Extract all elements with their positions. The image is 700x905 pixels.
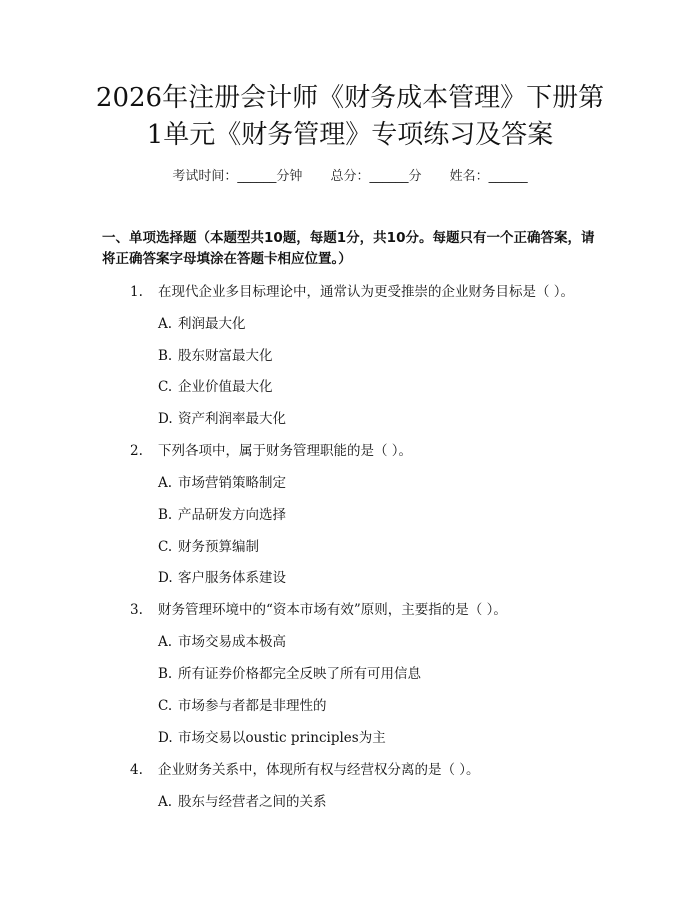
option-text: 所有证券价格都完全反映了所有可用信息 (178, 666, 421, 682)
option-letter: D. (158, 411, 173, 427)
question-3 (130, 601, 507, 619)
option-letter: C. (158, 379, 173, 395)
question-1-option-b (158, 347, 273, 365)
option-letter: D. (158, 730, 173, 746)
name-field: 姓名：______ (449, 169, 528, 184)
title-line-1: 2026年注册会计师《财务成本管理》下册第 (95, 83, 605, 113)
question-text: 在现代企业多目标理论中，通常认为更受推崇的企业财务目标是（ ）。 (158, 284, 575, 300)
option-letter: B. (158, 666, 173, 682)
question-1 (130, 283, 574, 301)
option-text: 股东与经营者之间的关系 (178, 794, 327, 810)
question-3-option-b (158, 665, 421, 683)
option-text: 股东财富最大化 (178, 348, 273, 364)
option-text: 资产利润率最大化 (178, 411, 286, 427)
question-1-option-a (158, 315, 246, 333)
option-text: 市场营销策略制定 (178, 475, 286, 491)
option-text: 市场交易成本极高 (178, 634, 286, 650)
question-2-option-a (158, 474, 286, 492)
question-number: 2. (130, 443, 143, 459)
question-1-option-c (158, 378, 273, 396)
question-2-option-b (158, 506, 286, 524)
option-text: 财务预算编制 (178, 539, 259, 555)
option-letter: B. (158, 348, 173, 364)
question-3-option-a (158, 633, 286, 651)
option-text: 利润最大化 (178, 316, 246, 332)
option-letter: A. (158, 316, 173, 332)
option-text: 企业价值最大化 (178, 379, 273, 395)
exam-time-field: 考试时间：______分钟 (172, 169, 303, 184)
title-line-2: 1单元《财务管理》专项练习及答案 (146, 120, 554, 150)
question-number: 4. (130, 762, 143, 778)
question-number: 1. (130, 284, 143, 300)
option-letter: D. (158, 570, 173, 586)
document-title (60, 80, 640, 154)
question-2-option-d (158, 569, 286, 587)
exam-meta (0, 168, 700, 186)
option-letter: B. (158, 507, 173, 523)
option-letter: A. (158, 634, 173, 650)
question-text: 企业财务关系中，体现所有权与经营权分离的是（ ）。 (158, 762, 480, 778)
option-letter: A. (158, 475, 173, 491)
question-2 (130, 442, 412, 460)
option-text: 市场参与者都是非理性的 (178, 698, 327, 714)
question-4-option-a (158, 793, 327, 811)
option-text: 客户服务体系建设 (178, 570, 286, 586)
total-score-field: 总分：______分 (330, 169, 422, 184)
section-heading: 一、单项选择题（本题型共10题，每题1分，共10分。每题只有一个正确答案，请将正确答案字母填涂在答题卡相应位置。） (102, 230, 595, 267)
question-text: 下列各项中，属于财务管理职能的是（ ）。 (158, 443, 413, 459)
question-2-option-c (158, 538, 259, 556)
option-letter: C. (158, 698, 173, 714)
option-text: 市场交易以oustic principles为主 (178, 730, 386, 746)
option-text: 产品研发方向选择 (178, 507, 286, 523)
option-letter: C. (158, 539, 173, 555)
question-3-option-d (158, 729, 386, 747)
option-letter: A. (158, 794, 173, 810)
question-text: 财务管理环境中的“资本市场有效”原则，主要指的是（ ）。 (158, 602, 507, 618)
question-3-option-c (158, 697, 327, 715)
question-4 (130, 761, 480, 779)
question-number: 3. (130, 602, 143, 618)
question-1-option-d (158, 410, 286, 428)
